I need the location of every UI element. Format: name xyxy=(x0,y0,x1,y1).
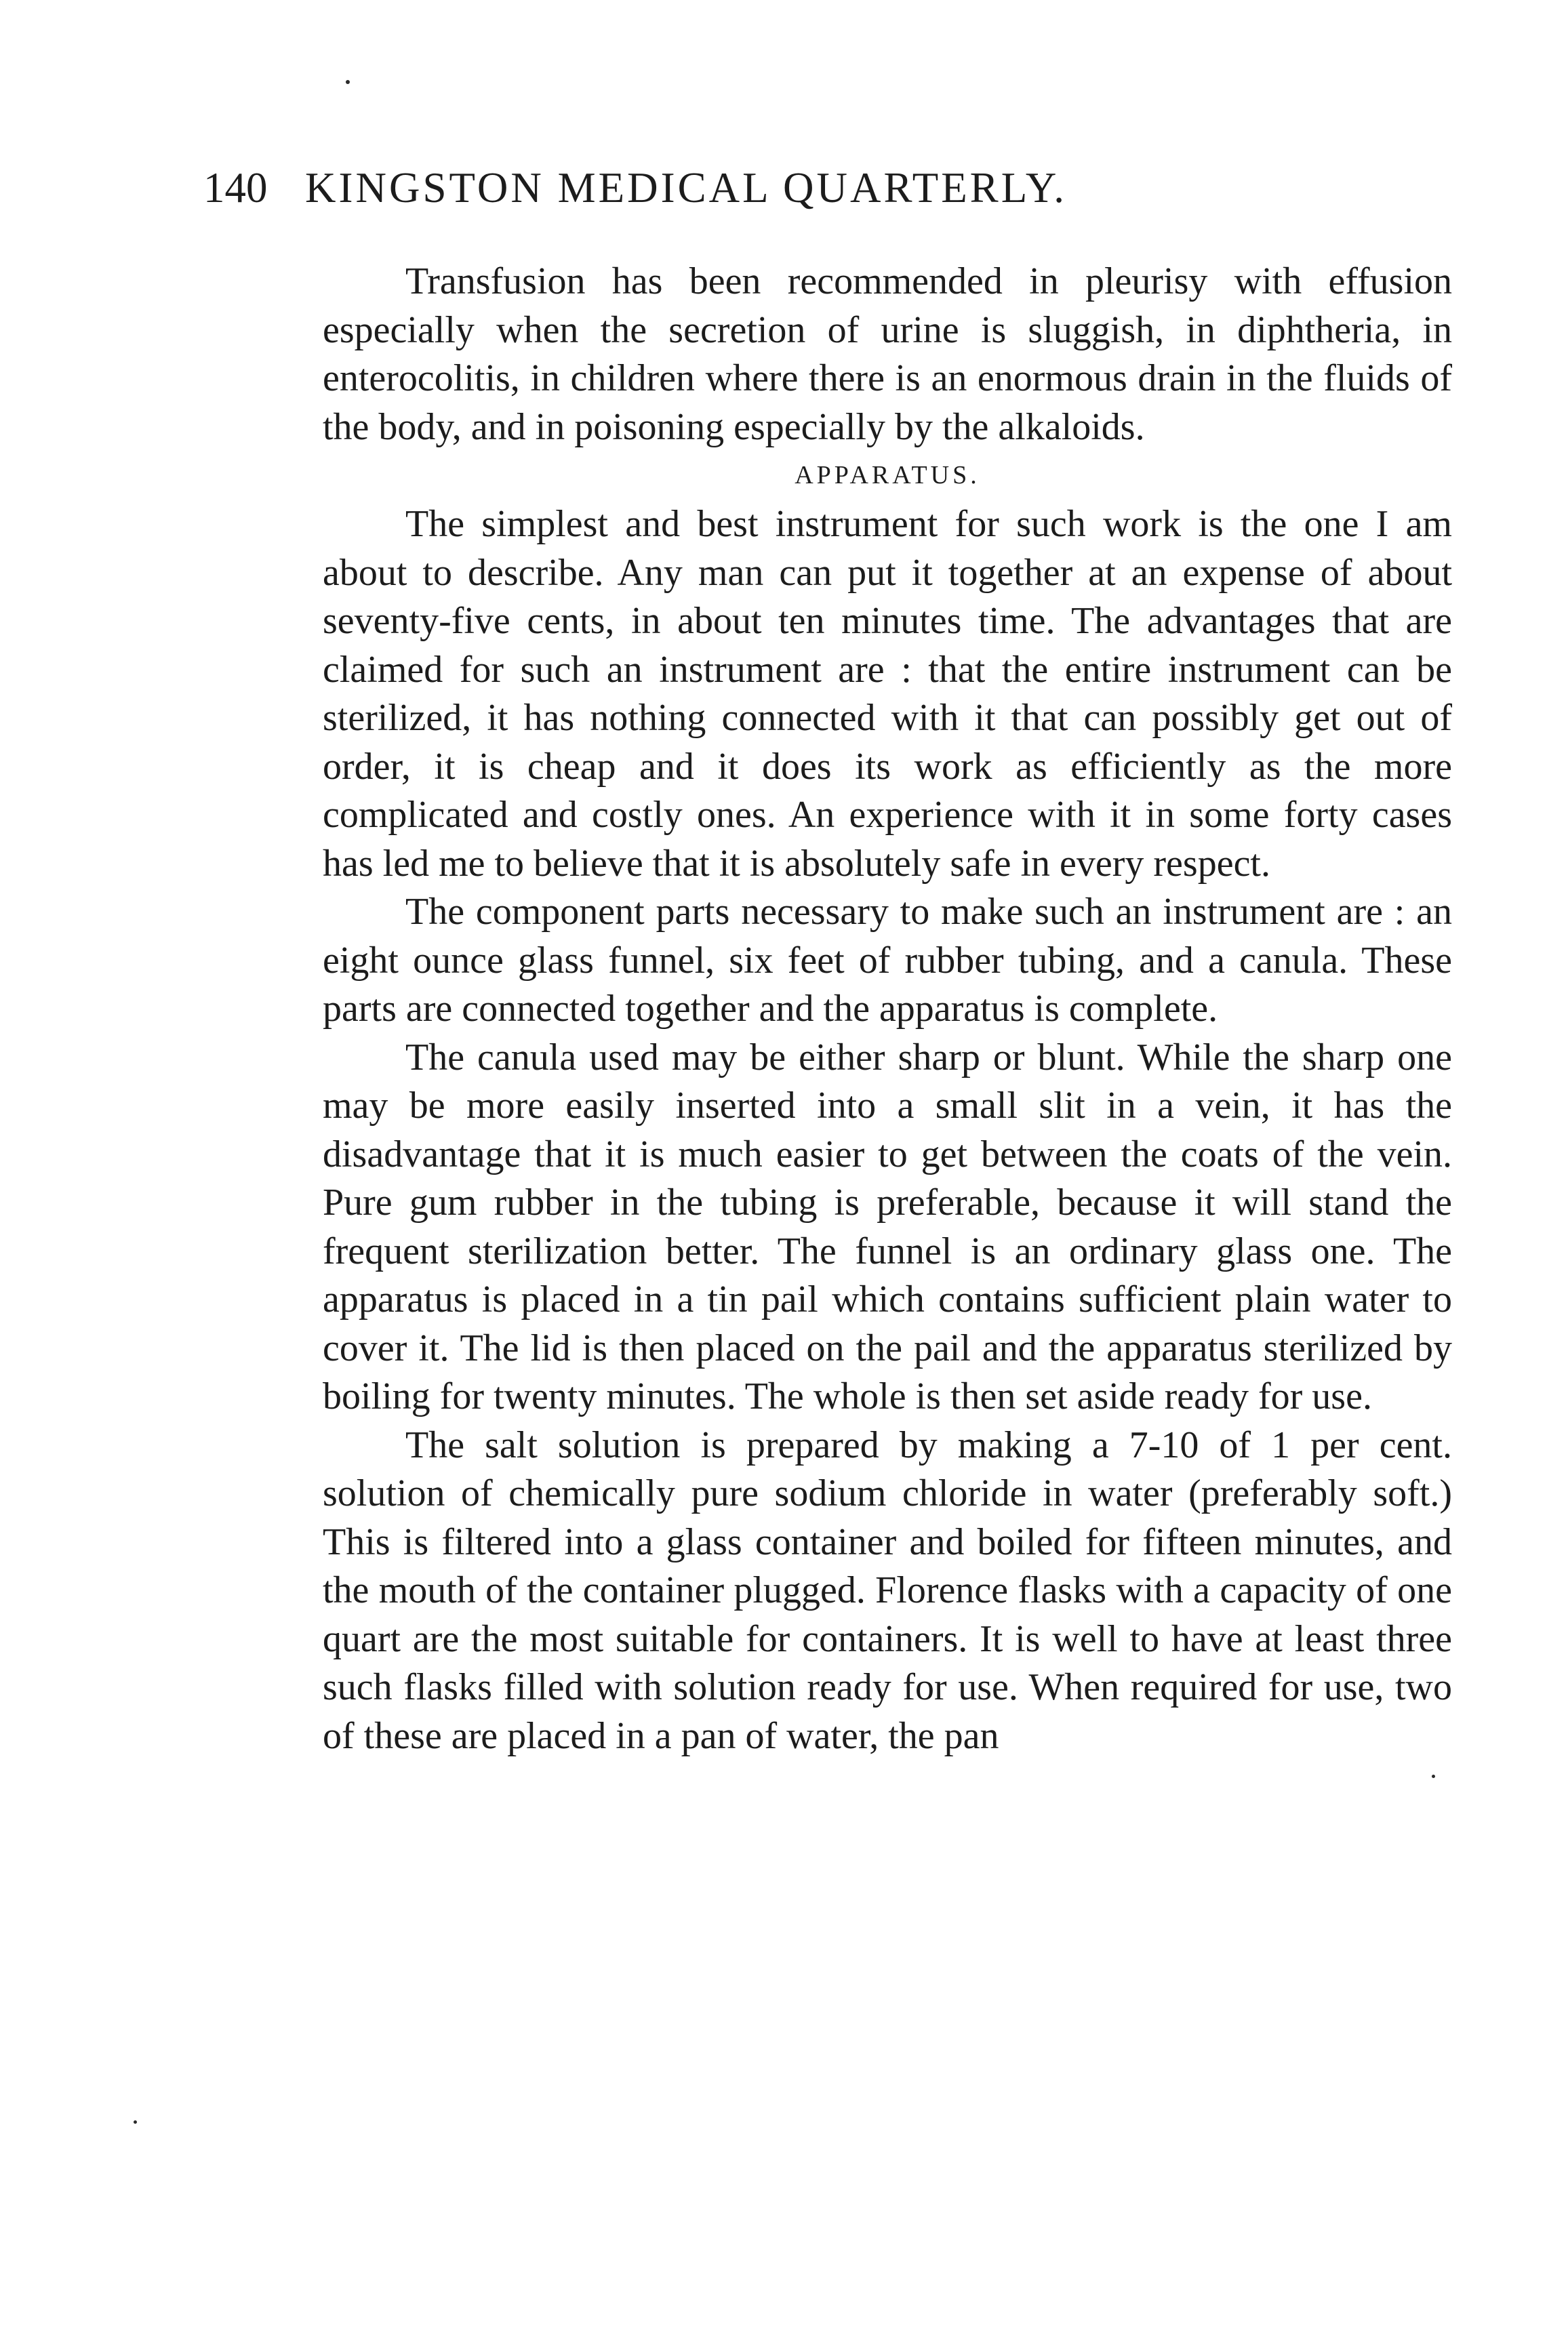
page-speck xyxy=(1432,1775,1435,1778)
page-speck xyxy=(134,2120,137,2124)
article-body xyxy=(323,258,1452,1760)
paragraph-salt-solution: The salt solution is prepared by making a 7-10 of 1 per cent. solution of chemically pure sodium chloride in water (preferably soft.) This is filtered into a glass container and boiled for fifteen minutes, and the mouth of the container plugged. Florence flasks with a capacity of one quart are the most suitable for containers. It is well to have at least three such flasks filled with solution ready for use. When required for use, two of these are placed in a pan of water, the pan xyxy=(323,1424,1452,1757)
paragraph-instrument: The simplest and best instrument for such work is the one I am about to describe. Any man can put it together at an expense of about seventy-five cents, in about ten minutes time. The advantages that are claimed for such an instrument are : that the entire instrument can be sterilized, it has nothing connected with it that can possibly get out of order, it is cheap and it does its work as efficiently as the more complicated and costly ones. An experience with it in some forty cases has led me to believe that it is absolutely safe in every respect. xyxy=(323,503,1452,885)
paragraph-canula: The canula used may be either sharp or blunt. While the sharp one may be more easily inserted into a small slit in a vein, it has the disadvantage that it is much easier to get between the coats of the vein. Pure gum rubber in the tubing is preferable, because it will stand the frequent sterilization better. The funnel is an ordinary glass one. The apparatus is placed in a tin pail which contains sufficient plain water to cover it. The lid is then placed on the pail and the apparatus sterilized by boiling for twenty minutes. The whole is then set aside ready for use. xyxy=(323,1036,1452,1417)
section-heading-apparatus: APPARATUS. xyxy=(795,461,980,489)
page-speck xyxy=(346,80,350,84)
running-head xyxy=(203,157,1464,218)
paragraph-component-parts: The component parts necessary to make such an instrument are : an eight ounce glass funnel, six feet of rubber tubing, and a canula. These parts are connected together and the apparatus is complete. xyxy=(323,891,1452,1030)
journal-title: KINGSTON MEDICAL QUARTERLY. xyxy=(305,164,1067,211)
page-number: 140 xyxy=(203,164,268,211)
paragraph-transfusion-indications: Transfusion has been recommended in pleurisy with effusion especially when the secretion of urine is sluggish, in diphtheria, in enterocolitis, in children where there is an enormous drain in the fluids of the body, and in poisoning especially by the alkaloids. xyxy=(323,260,1452,448)
